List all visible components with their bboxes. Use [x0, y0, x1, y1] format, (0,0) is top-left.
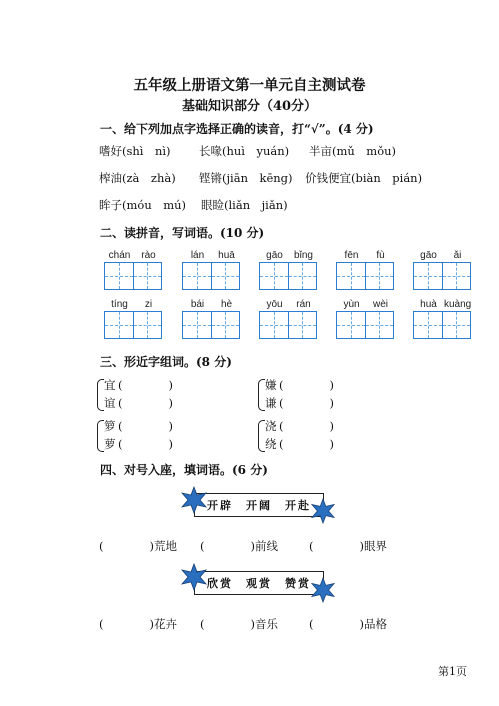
writing-cell[interactable]: [288, 312, 317, 338]
brace: [258, 379, 265, 411]
pinyin-syllable: ǎi: [453, 250, 462, 261]
writing-grid[interactable]: [336, 262, 394, 290]
brace: [97, 420, 104, 452]
pinyin-syllable: yōu: [266, 299, 283, 310]
section-1-heading: 一、给下列加点字选择正确的读音，打“√”。(4 分): [100, 122, 374, 136]
pinyin-syllable: rào: [141, 250, 156, 261]
pinyin-syllable: rán: [296, 299, 311, 310]
s1-item: 嗜好(shì nì): [99, 144, 171, 158]
pinyin-syllable: lán: [190, 250, 205, 261]
pinyin-syllable: gāo: [266, 250, 283, 261]
writing-cell[interactable]: [337, 312, 365, 338]
writing-grid[interactable]: [104, 311, 162, 339]
star-decoration-icon: [180, 563, 208, 591]
writing-cell[interactable]: [337, 263, 365, 289]
brace: [97, 379, 104, 411]
writing-cell[interactable]: [288, 263, 317, 289]
writing-cell[interactable]: [211, 312, 240, 338]
pinyin-syllable: yùn: [343, 299, 360, 310]
similar-character: 谦: [265, 396, 277, 410]
writing-cell[interactable]: [105, 263, 133, 289]
pinyin-syllable: fù: [376, 250, 385, 261]
word-bank-2: [194, 571, 324, 595]
similar-character: 箩: [104, 419, 116, 433]
answer-blank: ( ): [118, 419, 173, 433]
fill-blank: ( )花卉: [99, 617, 177, 631]
pinyin-syllable: bái: [190, 299, 205, 310]
pinyin-syllable: hè: [220, 299, 233, 310]
writing-grid[interactable]: [413, 262, 471, 290]
s1-item: 眸子(móu mú): [99, 198, 187, 212]
writing-cell[interactable]: [133, 312, 162, 338]
fill-blank: ( )荒地: [99, 539, 177, 553]
s1-item: 长喙(huì yuán): [199, 144, 290, 158]
star-decoration-icon: [180, 486, 208, 514]
writing-cell[interactable]: [365, 263, 394, 289]
fill-blank: ( )品格: [309, 617, 387, 631]
s1-item: 榨油(zà zhà): [99, 171, 176, 185]
answer-blank: ( ): [279, 419, 334, 433]
similar-character: 浇: [265, 419, 277, 433]
page-number: 第1页: [438, 665, 467, 678]
section-4-heading: 四、对号入座，填词语。(6 分): [100, 463, 268, 477]
writing-grid[interactable]: [182, 311, 240, 339]
fill-blank: ( )眼界: [309, 539, 387, 553]
star-decoration-icon: [310, 498, 336, 524]
pinyin-syllable: huā: [218, 250, 235, 261]
page-title: 五年级上册语文第一单元自主测试卷: [133, 77, 366, 94]
pinyin-syllable: fēn: [344, 250, 359, 261]
writing-cell[interactable]: [211, 263, 240, 289]
writing-cell[interactable]: [105, 312, 133, 338]
similar-character: 谊: [104, 396, 116, 410]
word-bank-1: [194, 493, 324, 517]
writing-grid[interactable]: [259, 311, 317, 339]
answer-blank: ( ): [118, 437, 173, 451]
brace: [258, 420, 265, 452]
word-bank-1-text: 开辟 开阔 开赴: [207, 499, 311, 512]
answer-blank: ( ): [118, 396, 173, 410]
answer-blank: ( ): [118, 378, 173, 392]
pinyin-syllable: gāo: [420, 250, 437, 261]
s1-item: 铿锵(jiān kēng): [199, 171, 293, 185]
answer-blank: ( ): [279, 437, 334, 451]
fill-blank: ( )前线: [200, 539, 278, 553]
writing-cell[interactable]: [260, 312, 288, 338]
writing-grid[interactable]: [336, 311, 394, 339]
answer-blank: ( ): [279, 378, 334, 392]
similar-character: 绕: [265, 437, 277, 451]
writing-grid[interactable]: [413, 311, 471, 339]
section-3-heading: 三、形近字组词。(8 分): [100, 355, 232, 369]
s1-item: 价钱便宜(biàn pián): [305, 171, 423, 185]
star-decoration-icon: [310, 577, 336, 603]
pinyin-syllable: wèi: [372, 299, 388, 310]
watermark: 搜狐号@小宋课堂: [410, 691, 491, 702]
writing-grid[interactable]: [182, 262, 240, 290]
pinyin-syllable: huà: [420, 299, 437, 310]
writing-cell[interactable]: [133, 263, 162, 289]
similar-character: 萝: [104, 437, 116, 451]
writing-cell[interactable]: [183, 263, 211, 289]
fill-blank: ( )音乐: [200, 617, 278, 631]
page-subtitle: 基础知识部分（40分）: [181, 99, 318, 114]
answer-blank: ( ): [279, 396, 334, 410]
s1-item: 眼睑(liǎn jiǎn): [201, 198, 288, 212]
pinyin-syllable: chán: [108, 250, 131, 261]
s1-item: 半亩(mǔ mǒu): [309, 144, 397, 158]
pinyin-syllable: zi: [144, 299, 153, 310]
writing-cell[interactable]: [414, 312, 442, 338]
pinyin-syllable: kuàng: [444, 299, 472, 310]
similar-character: 宜: [104, 378, 116, 392]
word-bank-2-text: 欣赏 观赏 赞赏: [207, 577, 311, 590]
writing-grid[interactable]: [259, 262, 317, 290]
writing-cell[interactable]: [183, 312, 211, 338]
pinyin-syllable: bǐng: [294, 250, 313, 261]
writing-cell[interactable]: [442, 312, 471, 338]
pinyin-syllable: tíng: [111, 299, 128, 310]
writing-cell[interactable]: [260, 263, 288, 289]
similar-character: 嫌: [265, 378, 277, 392]
writing-cell[interactable]: [365, 312, 394, 338]
writing-grid[interactable]: [104, 262, 162, 290]
writing-cell[interactable]: [442, 263, 471, 289]
section-2-heading: 二、读拼音，写词语。(10 分): [100, 226, 265, 240]
writing-cell[interactable]: [414, 263, 442, 289]
